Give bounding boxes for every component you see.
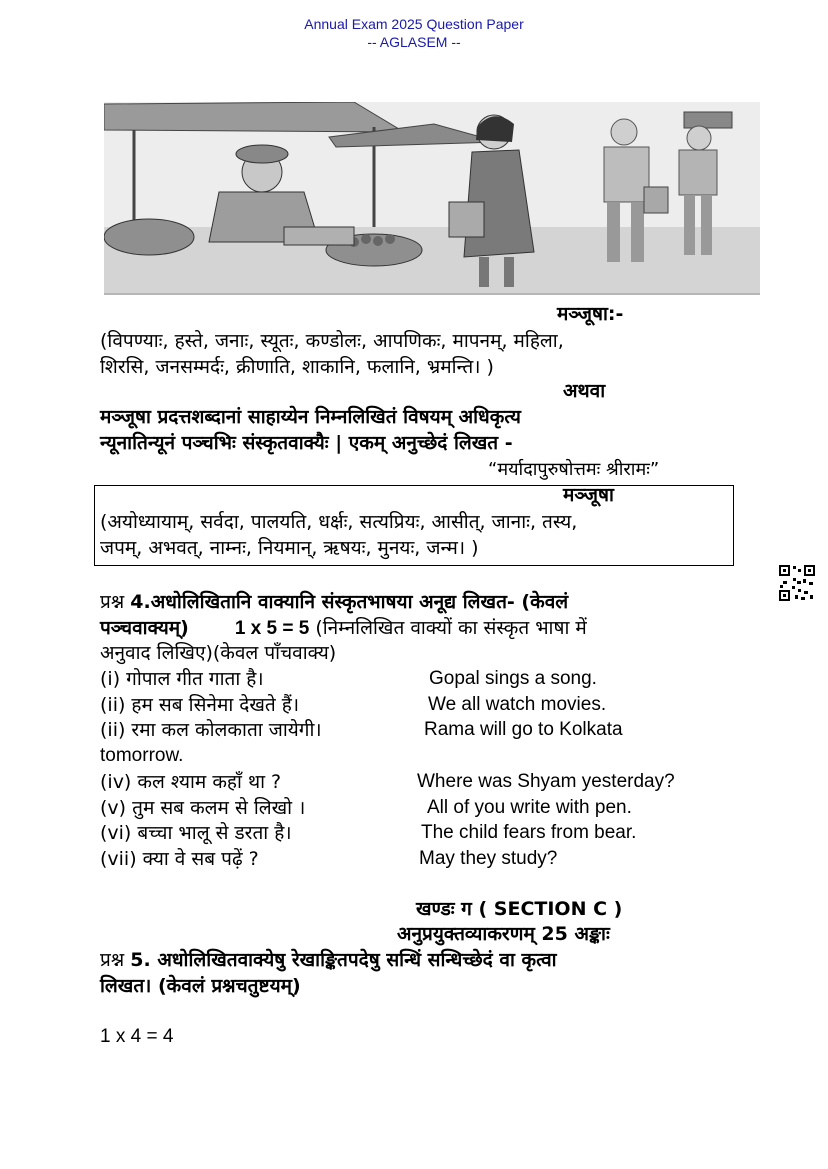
athava-label: अथवा — [563, 380, 606, 402]
q4-item-en: Rama will go to Kolkata — [424, 719, 623, 740]
manjusha-words-line2: शिरसि, जनसम्मर्दः, क्रीणाति, शाकानि, फलानि, भ्रमन्ति। ) — [100, 356, 494, 378]
q5-title-line1 — [100, 948, 557, 972]
q4-item-hi: (i) गोपाल गीत गाता है। — [100, 668, 264, 690]
q5-title-cont: लिखत। (केवलं प्रश्नचतुष्टयम्) — [100, 975, 301, 997]
q4-marks: 1 x 5 = 5 — [234, 618, 310, 639]
q4-item-en: Gopal sings a song. — [429, 668, 597, 689]
q4-item-hi: (ii) रमा कल कोलकाता जायेगी। — [100, 719, 322, 741]
box-words-line1: (अयोध्यायाम्, सर्वदा, पालयति, धर्क्षः, सत्यप्रियः, आसीत्, जानाः, तस्य, — [100, 511, 578, 533]
q3-instruction-line2: न्यूनातिन्यूनं पञ्चभिः संस्कृतवाक्यैः | एकम् अनुच्छेदं लिखत - — [100, 432, 513, 454]
q4-item-en: Where was Shyam yesterday? — [417, 771, 675, 792]
q4-item-en: The child fears from bear. — [421, 822, 637, 843]
q5-title: 5. अधोलिखितवाक्येषु रेखाङ्कितपदेषु सन्धिं सन्धिच्छेदं वा कृत्वा — [130, 949, 557, 971]
q4-item-en: All of you write with pen. — [427, 797, 632, 818]
manjusha-words-line1: (विपण्याः, हस्ते, जनाः, स्यूतः, कण्डोलः, आपणिकः, मापनम्, महिला, — [100, 330, 564, 352]
q4-title-cont: पञ्चवाक्यम्) — [100, 617, 189, 639]
essay-topic: “मर्यादापुरुषोत्तमः श्रीरामः” — [488, 459, 660, 480]
market-scene-illustration — [104, 102, 760, 295]
q4-title: 4.अधोलिखितानि वाक्यानि संस्कृतभाषया अनूद्य लिखत- (केवलं — [130, 591, 569, 613]
q4-item-hi: (ii) हम सब सिनेमा देखते हैं। — [100, 694, 300, 716]
q4-title-line2 — [100, 616, 587, 641]
q4-item-hi: (v) तुम सब कलम से लिखो । — [100, 797, 306, 819]
q4-hindi-instruction: (निम्नलिखित वाक्यों का संस्कृत भाषा में — [309, 617, 587, 639]
q4-item-hi: (vii) क्या वे सब पढ़ें ? — [100, 848, 259, 870]
section-c-title: खण्डः ग ( SECTION C ) — [416, 898, 623, 920]
q3-instruction-line1: मञ्जूषा प्रदत्तशब्दानां साहाय्येन निम्नलिखितं विषयम् अधिकृत्य — [100, 406, 521, 428]
q4-hindi-instruction-cont: अनुवाद लिखिए)(केवल पाँचवाक्य) — [100, 642, 337, 664]
q4-item-en: May they study? — [419, 848, 558, 869]
q5-prefix: प्रश्न — [100, 949, 131, 971]
q4-title-line1 — [100, 590, 568, 614]
q4-prefix: प्रश्न — [100, 591, 131, 613]
q4-item-hi: (iv) कल श्याम कहाँ था ? — [100, 771, 282, 793]
box-heading: मञ्जूषा — [563, 484, 614, 506]
box-words-line2: जपम्, अभवत्, नाम्नः, नियमान्, ऋषयः, मुनयः, जन्म। ) — [100, 537, 479, 559]
section-c-subtitle: अनुप्रयुक्तव्याकरणम् 25 अङ्काः — [397, 923, 610, 945]
q4-item-en: We all watch movies. — [428, 694, 607, 715]
header-site: -- AGLASEM -- — [367, 34, 461, 50]
header-title: Annual Exam 2025 Question Paper — [304, 16, 524, 32]
q4-item-hi: (vi) बच्चा भालू से डरता है। — [100, 822, 292, 844]
q5-marks: 1 x 4 = 4 — [100, 1026, 174, 1047]
q4-item-hi: tomorrow. — [100, 745, 184, 766]
manjusha-heading: मञ्जूषा:- — [557, 303, 624, 325]
qr-code-icon — [778, 564, 816, 602]
